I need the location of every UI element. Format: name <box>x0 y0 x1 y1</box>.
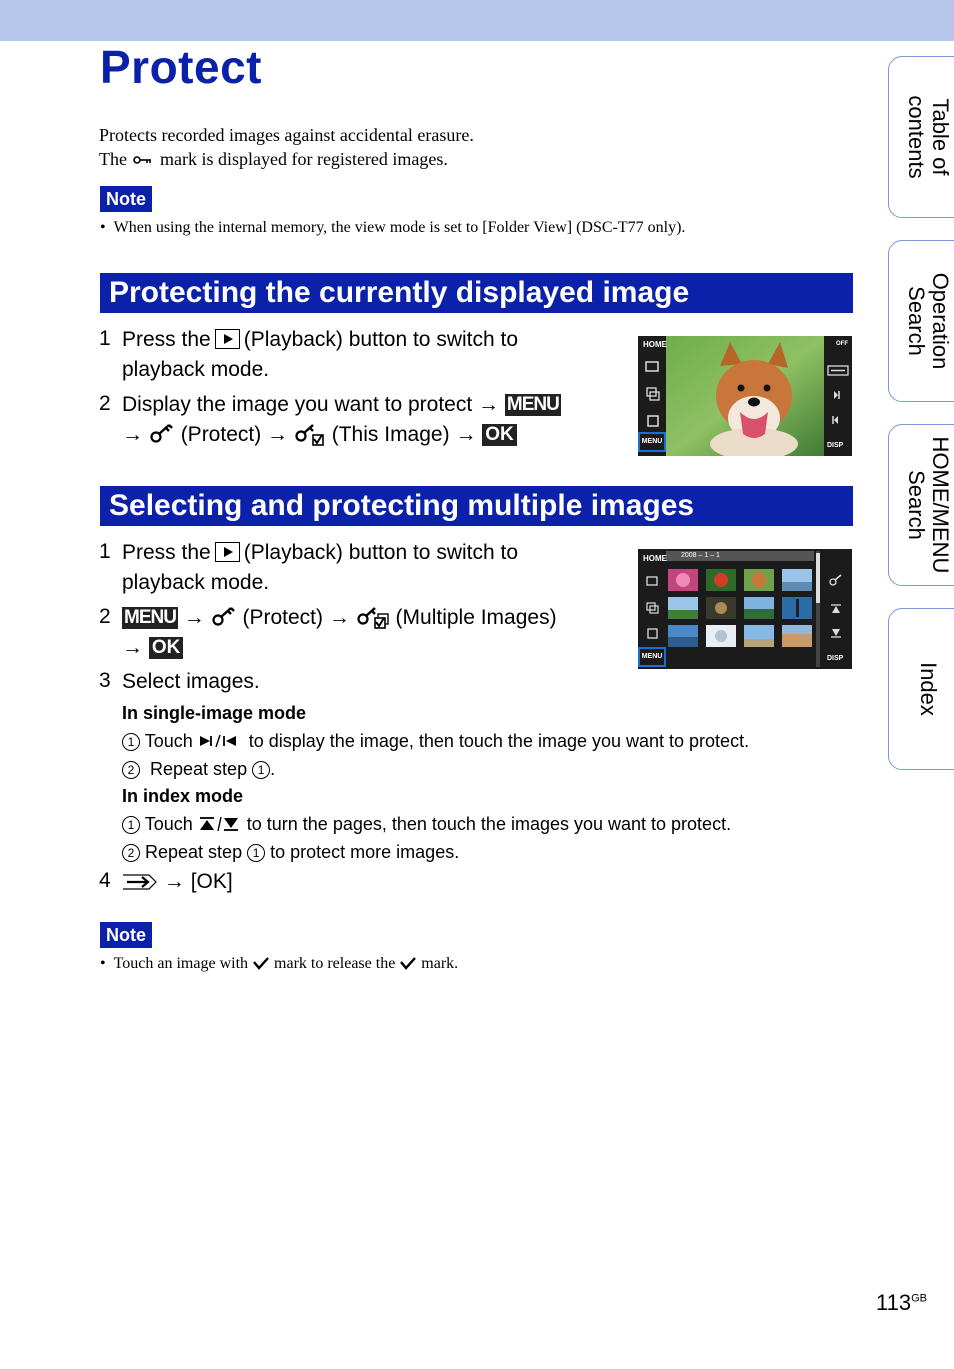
note-badge: Note <box>100 922 152 948</box>
page-number: $113^{GB}$ <box>876 1290 927 1315</box>
step-number: 2 <box>99 605 111 628</box>
playback-icon <box>215 542 240 562</box>
page-title: Protect <box>100 41 262 93</box>
arrow-icon: → <box>183 606 205 629</box>
step-number: 2 <box>99 392 111 415</box>
intro-line-2: The mark is displayed for registered images. <box>99 149 448 169</box>
step-number: 3 <box>99 669 111 692</box>
arrow-icon: → <box>122 636 143 659</box>
camera-screen-index <box>638 549 852 669</box>
section-heading-multiple: Selecting and protecting multiple images <box>100 486 853 526</box>
substep: 2 Repeat step 1 . <box>122 759 275 780</box>
dog-photo <box>638 336 852 456</box>
menu-button: MENU <box>638 432 666 452</box>
step-text: Press the (Playback) button to switch to playback mode. <box>122 328 519 381</box>
step-text: MENU → (Protect) → (Multiple Images) → OK <box>122 606 557 659</box>
menu-icon: MENU <box>124 607 176 628</box>
protect-icon <box>149 422 175 444</box>
page-up-down-icon <box>198 816 242 832</box>
note-badge: Note <box>100 186 152 212</box>
arrow-icon: → <box>478 393 500 416</box>
note-bullet: • Touch an image with mark to release the mark. <box>100 955 459 972</box>
substep: 2 Repeat step 1 to protect more images. <box>122 842 459 863</box>
key-icon <box>133 155 153 165</box>
subheading-single: In single-image mode <box>122 703 307 723</box>
tab-operation-search[interactable]: Operation Search <box>888 240 954 402</box>
protect-this-image-icon <box>294 421 326 447</box>
check-icon <box>252 956 270 970</box>
tab-home-menu-search[interactable]: HOME/MENU Search <box>888 424 954 586</box>
protect-icon <box>211 605 237 627</box>
playback-icon <box>215 329 240 349</box>
off-label: OFF <box>836 341 848 347</box>
date-label: 2008 – 1 – 1 <box>681 552 720 559</box>
arrow-icon: → <box>267 423 289 446</box>
arrow-icon: → <box>163 870 185 893</box>
step-text: Press the (Playback) button to switch to playback mode. <box>122 541 519 594</box>
index-thumbnails <box>638 549 852 669</box>
ok-icon: OK <box>482 424 517 446</box>
home-button: HOME <box>643 554 667 563</box>
intro-line-1: Protects recorded images against accidental erasure. <box>99 125 474 145</box>
arrow-icon: → <box>328 606 350 629</box>
next-prev-icon <box>198 734 244 748</box>
step-text: → [OK] <box>122 867 233 897</box>
section-heading-current: Protecting the currently displayed image <box>100 273 853 313</box>
tab-index[interactable]: Index <box>888 608 954 770</box>
ok-icon: OK <box>149 637 184 659</box>
top-band <box>0 0 954 41</box>
substep: 1 Touch to turn the pages, then touch the images you want to protect. <box>122 814 731 835</box>
step-number: 4 <box>99 869 111 892</box>
disp-button: DISP <box>827 655 844 662</box>
menu-icon: MENU <box>506 394 559 415</box>
enter-arrow-icon <box>122 871 158 893</box>
step-text: Display the image you want to protect → MENU → (Protect) → (This Image) → OK <box>122 393 559 446</box>
arrow-icon: → <box>455 423 477 446</box>
check-icon <box>399 956 417 970</box>
subheading-index: In index mode <box>122 786 244 806</box>
step-number: 1 <box>99 327 111 350</box>
protect-multiple-icon <box>356 604 390 630</box>
home-button: HOME <box>643 340 667 349</box>
note-bullet: • When using the internal memory, the view mode is set to [Folder View] (DSC-T77 only). <box>100 219 686 236</box>
tab-table-of-contents[interactable]: Table of contents <box>888 56 954 218</box>
camera-screen-single <box>638 336 852 456</box>
menu-button: MENU <box>638 647 666 667</box>
substep: 1 Touch to display the image, then touch the image you want to protect. <box>122 731 749 752</box>
disp-button: DISP <box>827 442 844 449</box>
arrow-icon: → <box>122 423 143 446</box>
step-text: Select images. <box>122 670 260 693</box>
step-number: 1 <box>99 540 111 563</box>
